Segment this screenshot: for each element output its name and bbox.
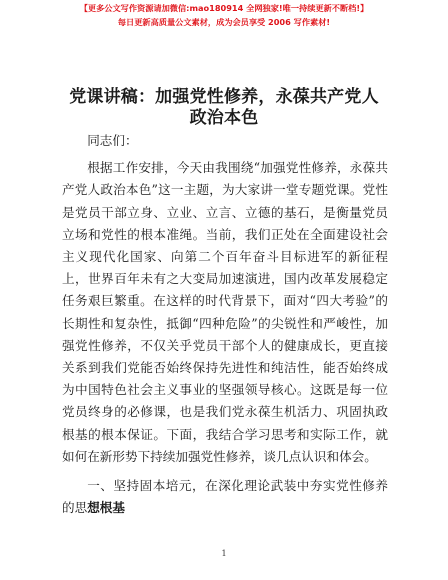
section-heading-bold-text: 想根基 (87, 500, 125, 516)
promo-banner-line-1: 【更多公文写作资源请加微信:mao180914 全网独家!唯一持续更新不断档!】 (79, 3, 369, 13)
section-heading-text: 一、坚持固本培元，在深化理论武装中夯实党性修养的思 (62, 478, 388, 516)
document-body (62, 130, 388, 519)
body-paragraph: 根据工作安排，今天由我围绕“加强党性修养，永葆共产党人政治本色”这一主题，为大家讲一堂专题党课。党性是党员干部立身、立业、立言、立德的基石，是衡量党员立场和党性的根本准绳。当前，我们正处在全面建设社会主义现代化国家、向第二个百年奋斗目标进军的新征程上，世界百年未有之大变局加速演进，国内改革发展稳定任务艰巨繁重。在这样的时代背景下，面对“四大考验”的长期性和复杂性，抵御“四种危险”的尖锐性和严峻性，加强党性修养，不仅关乎党员干部个人的健康成长，更直接关系到我们党能否始终保持先进性和纯洁性，能否始终成为中国特色社会主义事业的坚强领导核心。这既是每一位党员终身的必修课，也是我们党永葆生机活力、巩固执政根基的根本保证。下面，我结合学习思考和实际工作，就如何在新形势下持续加强党性修养，谈几点认识和体会。 (62, 160, 388, 464)
page-number: 1 (221, 549, 227, 558)
promo-banner (0, 1, 448, 29)
promo-banner-line-2: 每日更新高质量公文素材，成为会员享受 2006 写作素材! (117, 17, 331, 27)
document-title: 党课讲稿：加强党性修养，永葆共产党人政治本色 (69, 87, 379, 128)
section-heading (62, 475, 388, 519)
salutation: 同志们： (87, 133, 138, 148)
